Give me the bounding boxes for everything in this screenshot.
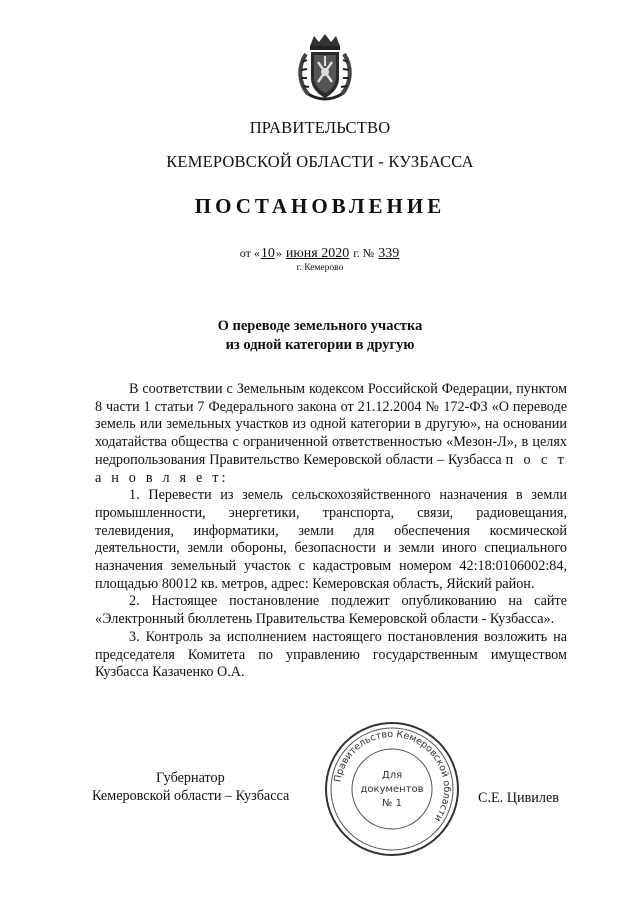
date-mid: »	[275, 246, 282, 260]
coat-of-arms-icon	[296, 32, 354, 102]
seal-ring-text: Правительство Кемеровской области	[332, 728, 453, 824]
org-name-line1: ПРАВИТЕЛЬСТВО	[249, 118, 391, 137]
signer-name: С.Е. Цивилев	[478, 790, 559, 806]
subject-line1: О переводе земельного участка	[217, 318, 423, 334]
role-line2: Кемеровской области – Кузбасса	[92, 787, 290, 804]
date-prefix: от «	[239, 246, 260, 260]
seal-center-line1: Для	[381, 770, 403, 781]
item-1: 1. Перевести из земель сельскохозяйственного назначения в земли промышленности, энергетики, транспорта, связи, радиовещания, телевидения, информатики, земли для обеспечения космической деятельности, земли обороны, безопасности и земли иного специального назначения земельный участок с кадастровым номером 42:18:0106002:84, площадью 80012 кв. метров, адрес: Кемеровская область, Яйский район.	[95, 487, 567, 592]
city: г. Кемерово	[296, 263, 344, 273]
seal-center-line2: документов	[360, 784, 424, 795]
item-2: 2. Настоящее постановление подлежит опубликованию на сайте «Электронный бюллетень Правительства Кемеровской области - Кузбасса».	[95, 593, 567, 628]
number-label: №	[362, 246, 375, 260]
date-day: 10	[260, 246, 275, 261]
date-suffix: г.	[353, 246, 360, 260]
seal-center-line3: № 1	[382, 798, 402, 809]
role-line1: Губернатор	[156, 770, 225, 786]
official-seal	[323, 720, 461, 858]
intro-text: В соответствии с Земельным кодексом Российской Федерации, пунктом 8 части 1 статьи 7 Федерального закона от 21.12.2004 № 172-ФЗ «О переводе земель или земельных участков из одной категории в другую», на основании ходатайства общества с ограниченной ответственностью «Мезон-Л», в целях недропользования Правительство Кемеровской области – Кузбасса	[95, 381, 567, 468]
org-name-line2: КЕМЕРОВСКОЙ ОБЛАСТИ - КУЗБАССА	[166, 152, 474, 171]
date-month-year: июня 2020	[285, 246, 350, 261]
resolves-word: п о с т а н о в л я е т:	[95, 451, 567, 486]
item-3: 3. Контроль за исполнением настоящего постановления возложить на председателя Комитета по управлению государственным имуществом Кузбасса Казаченко О.А.	[95, 628, 567, 681]
document-body	[95, 381, 567, 682]
document-number: 339	[378, 246, 400, 261]
signatory-role	[92, 770, 302, 805]
document-type: ПОСТАНОВЛЕНИЕ	[194, 194, 446, 218]
intro-paragraph	[95, 381, 567, 487]
subject-line2: из одной категории в другую	[225, 337, 415, 353]
document-date-number	[0, 246, 640, 262]
